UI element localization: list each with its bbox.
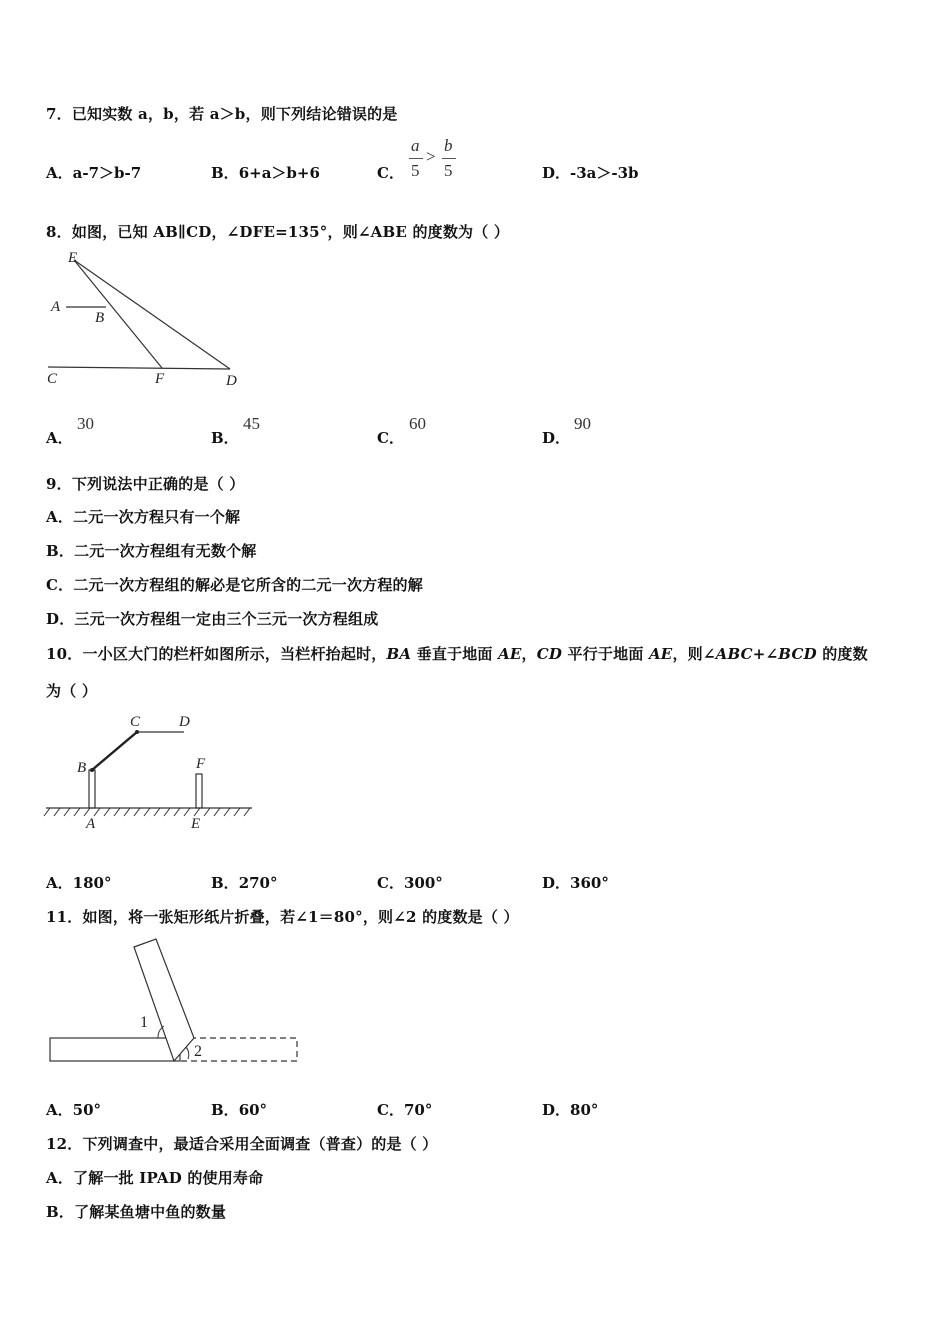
- stem-text: ，: [521, 645, 537, 663]
- q7-option-c-fraction: [407, 136, 467, 184]
- q11-option-a: [46, 1099, 101, 1120]
- stem-text: 垂直于地面: [411, 645, 499, 663]
- option-value: -3a＞-3b: [570, 164, 639, 182]
- q11-option-c: [377, 1099, 432, 1120]
- ground-hatching: [44, 808, 250, 816]
- q10-option-b: [211, 872, 278, 893]
- segment-ae: AE: [648, 645, 673, 663]
- point-b: [90, 768, 94, 772]
- label-a: A: [51, 299, 61, 315]
- greater-than-sign: >: [426, 147, 436, 166]
- label-e: E: [191, 816, 201, 832]
- q8-option-d-label: D．: [542, 429, 571, 447]
- q8-option-b-value: 45: [243, 414, 260, 433]
- label-c: C: [130, 714, 141, 730]
- q8-option-a-label: A．: [46, 429, 73, 447]
- fraction-bar: [409, 158, 423, 159]
- segment-ba: BA: [386, 645, 412, 663]
- stem-text: 10．一小区大门的栏杆如图所示，当栏杆抬起时，: [46, 645, 387, 663]
- angle-expression: ∠ABC+∠BCD: [702, 645, 817, 663]
- post-e: [196, 774, 202, 808]
- fraction-denominator-a: 5: [411, 161, 420, 180]
- option-value: 60°: [238, 1101, 268, 1119]
- option-label: D．: [542, 1101, 571, 1119]
- q8-option-c-label: C．: [377, 429, 404, 447]
- stem-text: ，则: [672, 645, 703, 663]
- option-label: A．: [46, 1101, 73, 1119]
- q9-stem: 9．下列说法中正确的是（ ）: [46, 475, 245, 493]
- option-label: A．: [46, 164, 73, 182]
- option-label: C．: [377, 874, 404, 892]
- option-value: 270°: [238, 874, 278, 892]
- fraction-numerator-a: a: [411, 136, 420, 155]
- q10-option-a: [46, 872, 111, 893]
- q10-figure: [44, 710, 264, 835]
- label-d: D: [226, 373, 237, 389]
- label-b: B: [95, 310, 105, 326]
- option-value: a-7＞b-7: [72, 164, 142, 182]
- option-value: 360°: [570, 874, 609, 892]
- q8-option-c-value: 60: [409, 414, 426, 433]
- label-c: C: [47, 371, 58, 387]
- q9-option-b: B．二元一次方程组有无数个解: [46, 542, 257, 560]
- folded-flap: [134, 939, 194, 1061]
- bar-bc: [92, 732, 137, 770]
- q10-stem-line2: 为（ ）: [46, 682, 98, 700]
- q11-stem: 11．如图，将一张矩形纸片折叠，若∠1＝80°，则∠2 的度数是（ ）: [46, 908, 519, 926]
- option-value: 6+a＞b+6: [238, 164, 320, 182]
- q9-option-c: C．二元一次方程组的解必是它所含的二元一次方程的解: [46, 576, 423, 594]
- q12-option-a: A．了解一批 IPAD 的使用寿命: [46, 1169, 264, 1187]
- stem-text: 的度数: [816, 645, 868, 663]
- option-value: 300°: [403, 874, 443, 892]
- label-e: E: [68, 250, 78, 266]
- q7-stem: 7．已知实数 a，b，若 a＞b，则下列结论错误的是: [46, 105, 398, 123]
- q8-option-b-label: B．: [211, 429, 239, 447]
- option-label: D．: [542, 164, 571, 182]
- option-label: B．: [211, 1101, 239, 1119]
- fraction-numerator-b: b: [444, 136, 453, 155]
- q7-option-d: [542, 162, 639, 183]
- q12-option-b: B．了解某鱼塘中鱼的数量: [46, 1203, 227, 1221]
- q7-option-a: [46, 162, 141, 183]
- option-label: C．: [377, 1101, 404, 1119]
- q11-option-d: [542, 1099, 598, 1120]
- q9-option-a: A．二元一次方程只有一个解: [46, 508, 241, 526]
- option-value: 80°: [570, 1101, 599, 1119]
- label-a: A: [86, 816, 96, 832]
- q10-option-c: [377, 872, 443, 893]
- q8-stem: 8．如图，已知 AB∥CD，∠DFE=135°，则∠ABE 的度数为（ ）: [46, 223, 510, 241]
- option-label: B．: [211, 164, 239, 182]
- line-ef: [74, 260, 162, 368]
- post-a: [89, 770, 95, 808]
- label-d: D: [179, 714, 190, 730]
- option-label: B．: [211, 874, 239, 892]
- option-label: D．: [542, 874, 571, 892]
- angle-label-2: 2: [194, 1043, 202, 1060]
- segment-ae: AE: [498, 645, 522, 663]
- q9-option-d: D．三元一次方程组一定由三个三元一次方程组成: [46, 610, 379, 628]
- angle-2-arc: [186, 1047, 189, 1059]
- option-label: A．: [46, 874, 73, 892]
- q7-option-b: [211, 162, 320, 183]
- label-f: F: [196, 756, 206, 772]
- angle-label-1: 1: [140, 1014, 148, 1031]
- q10-stem-line1: [46, 643, 868, 664]
- label-f: F: [155, 371, 165, 387]
- q8-option-d-value: 90: [574, 414, 591, 433]
- q7-option-c-label: C．: [377, 164, 404, 182]
- q11-option-b: [211, 1099, 267, 1120]
- q8-option-a-value: 30: [77, 414, 94, 433]
- label-b: B: [77, 760, 87, 776]
- point-c: [135, 730, 139, 734]
- q11-figure: [44, 935, 314, 1070]
- q10-option-d: [542, 872, 609, 893]
- segment-cd: CD: [536, 645, 563, 663]
- paper-strip: [50, 1038, 180, 1061]
- option-value: 50°: [72, 1101, 102, 1119]
- q12-stem: 12．下列调查中，最适合采用全面调查（普查）的是（ ）: [46, 1135, 438, 1153]
- q8-figure: [44, 248, 254, 388]
- stem-text: 平行于地面: [562, 645, 649, 663]
- fraction-denominator-b: 5: [444, 161, 453, 180]
- fraction-bar: [442, 158, 456, 159]
- option-value: 70°: [403, 1101, 433, 1119]
- option-value: 180°: [72, 874, 112, 892]
- line-cd: [48, 367, 230, 369]
